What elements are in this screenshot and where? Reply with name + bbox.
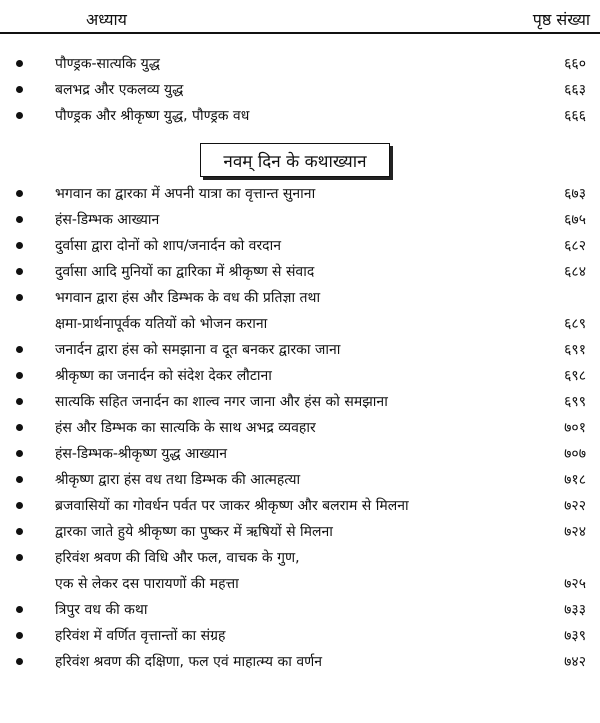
list-item bbox=[0, 338, 600, 362]
chapter-title: भगवान का द्वारका में अपनी यात्रा का वृत्तान्त सुनाना bbox=[55, 186, 316, 202]
page-number: ७१८ bbox=[564, 472, 586, 488]
page-number: ६८९ bbox=[564, 316, 586, 332]
bullet-icon bbox=[16, 268, 23, 275]
bullet-icon bbox=[16, 528, 23, 535]
chapter-title: एक से लेकर दस पारायणों की महत्ता bbox=[55, 576, 239, 592]
list-item bbox=[0, 286, 600, 310]
list-item bbox=[0, 546, 600, 570]
chapter-title: हरिवंश श्रवण की विधि और फल, वाचक के गुण, bbox=[55, 550, 300, 566]
chapter-title: हरिवंश में वर्णित वृत्तान्तों का संग्रह bbox=[55, 628, 226, 644]
chapter-title: पौण्ड्रक और श्रीकृष्ण युद्ध, पौण्ड्रक वध bbox=[55, 108, 250, 124]
bullet-icon bbox=[16, 112, 23, 119]
list-item bbox=[0, 494, 600, 518]
chapter-title: हरिवंश श्रवण की दक्षिणा, फल एवं माहात्म्य का वर्णन bbox=[55, 654, 322, 670]
chapter-title: दुर्वासा द्वारा दोनों को शाप/जनार्दन को वरदान bbox=[55, 238, 282, 254]
page-number: ७२५ bbox=[564, 576, 586, 592]
bullet-icon bbox=[16, 554, 23, 561]
page-number-column-header: पृष्ठ संख्या bbox=[532, 10, 590, 29]
chapter-title: सात्यकि सहित जनार्दन का शाल्व नगर जाना और हंस को समझाना bbox=[55, 394, 388, 410]
bullet-icon bbox=[16, 606, 23, 613]
page-number: ६८२ bbox=[564, 238, 586, 254]
list-item bbox=[0, 468, 600, 492]
page-number: ७३३ bbox=[564, 602, 586, 618]
table-header bbox=[0, 0, 600, 34]
bullet-icon bbox=[16, 632, 23, 639]
page-number: ७४२ bbox=[564, 654, 586, 670]
page-number: ६६६ bbox=[564, 108, 586, 124]
list-item bbox=[0, 624, 600, 648]
chapter-title: हंस-डिम्भक-श्रीकृष्ण युद्ध आख्यान bbox=[55, 446, 228, 462]
bullet-icon bbox=[16, 294, 23, 301]
chapter-title: पौण्ड्रक-सात्यकि युद्ध bbox=[55, 56, 160, 72]
chapter-title: श्रीकृष्ण द्वारा हंस वध तथा डिम्भक की आत्महत्या bbox=[55, 472, 301, 488]
page-number: ६६० bbox=[564, 56, 586, 72]
page-number: ७२२ bbox=[564, 498, 586, 514]
bullet-icon bbox=[16, 476, 23, 483]
bullet-icon bbox=[16, 60, 23, 67]
section-heading: नवम् दिन के कथाख्यान bbox=[200, 143, 390, 177]
list-item-continuation bbox=[0, 312, 600, 336]
list-item bbox=[0, 208, 600, 232]
page-number: ६९९ bbox=[564, 394, 586, 410]
bullet-icon bbox=[16, 398, 23, 405]
page-number: ७२४ bbox=[564, 524, 586, 540]
page-number: ६९१ bbox=[564, 342, 586, 358]
page-number: ६७५ bbox=[564, 212, 586, 228]
list-item bbox=[0, 598, 600, 622]
list-item bbox=[0, 650, 600, 674]
page-number: ६९८ bbox=[564, 368, 586, 384]
bullet-icon bbox=[16, 216, 23, 223]
chapter-title: हंस और डिम्भक का सात्यकि के साथ अभद्र व्यवहार bbox=[55, 420, 316, 436]
header-divider bbox=[0, 32, 600, 34]
bullet-icon bbox=[16, 372, 23, 379]
list-item bbox=[0, 416, 600, 440]
list-item bbox=[0, 52, 600, 76]
chapter-title: त्रिपुर वध की कथा bbox=[55, 602, 148, 618]
chapter-title: श्रीकृष्ण का जनार्दन को संदेश देकर लौटाना bbox=[55, 368, 272, 384]
list-item bbox=[0, 234, 600, 258]
bullet-icon bbox=[16, 346, 23, 353]
chapter-title: बलभद्र और एकलव्य युद्ध bbox=[55, 82, 184, 98]
bullet-icon bbox=[16, 190, 23, 197]
bullet-icon bbox=[16, 502, 23, 509]
page-number: ६८४ bbox=[564, 264, 586, 280]
chapter-title: ब्रजवासियों का गोवर्धन पर्वत पर जाकर श्रीकृष्ण और बलराम से मिलना bbox=[55, 498, 409, 514]
page-number: ६६३ bbox=[564, 82, 586, 98]
list-item-continuation bbox=[0, 572, 600, 596]
list-item bbox=[0, 104, 600, 128]
list-item bbox=[0, 182, 600, 206]
chapter-title: भगवान द्वारा हंस और डिम्भक के वध की प्रतिज्ञा तथा bbox=[55, 290, 321, 306]
chapter-title: द्वारका जाते हुये श्रीकृष्ण का पुष्कर में ऋषियों से मिलना bbox=[55, 524, 333, 540]
bullet-icon bbox=[16, 242, 23, 249]
list-item bbox=[0, 520, 600, 544]
page-number: ७३९ bbox=[564, 628, 586, 644]
chapter-column-header: अध्याय bbox=[86, 10, 127, 29]
list-item bbox=[0, 364, 600, 388]
list-item bbox=[0, 390, 600, 414]
page-number: ६७३ bbox=[564, 186, 586, 202]
page-number: ७०७ bbox=[564, 446, 586, 462]
list-item bbox=[0, 442, 600, 466]
bullet-icon bbox=[16, 424, 23, 431]
bullet-icon bbox=[16, 658, 23, 665]
list-item bbox=[0, 260, 600, 284]
bullet-icon bbox=[16, 86, 23, 93]
chapter-title: क्षमा-प्रार्थनापूर्वक यतियों को भोजन कराना bbox=[55, 316, 268, 332]
list-item bbox=[0, 78, 600, 102]
chapter-title: दुर्वासा आदि मुनियों का द्वारिका में श्रीकृष्ण से संवाद bbox=[55, 264, 315, 280]
bullet-icon bbox=[16, 450, 23, 457]
chapter-title: जनार्दन द्वारा हंस को समझाना व दूत बनकर द्वारका जाना bbox=[55, 342, 341, 358]
page-number: ७०१ bbox=[564, 420, 586, 436]
chapter-title: हंस-डिम्भक आख्यान bbox=[55, 212, 160, 228]
